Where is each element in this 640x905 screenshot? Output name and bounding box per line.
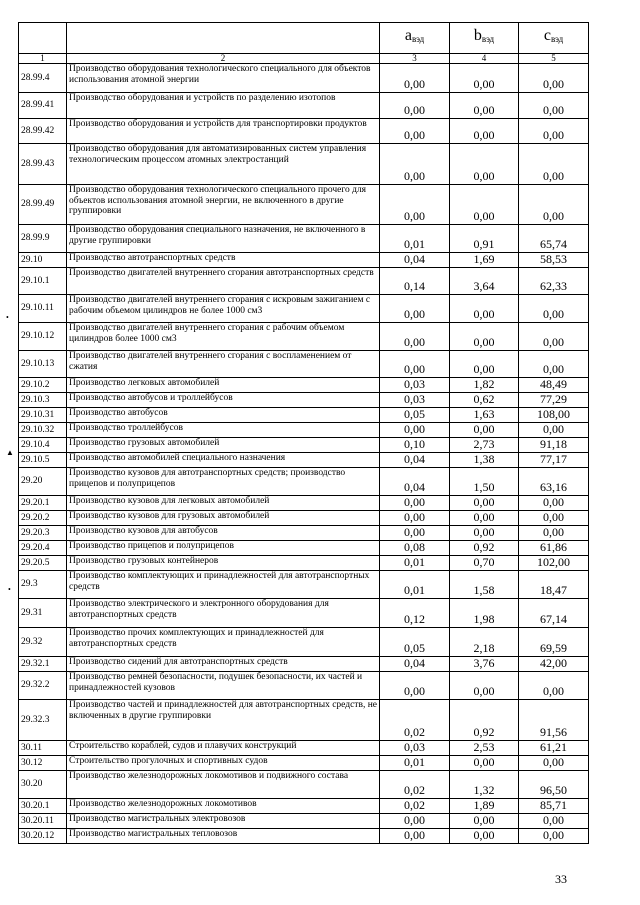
row-a-value: 0,03 [380, 378, 450, 393]
row-a-value: 0,00 [380, 672, 450, 700]
table-row [19, 144, 589, 185]
row-name-cell: Производство комплектующих и принадлежностей для автотранспортных средств [67, 571, 380, 599]
row-a-value: 0,00 [380, 829, 450, 844]
row-c-value: 0,00 [519, 423, 589, 438]
row-code-cell: 28.99.49 [19, 185, 67, 225]
table-row [19, 496, 589, 511]
table-row [19, 599, 589, 628]
row-b-value: 1,82 [450, 378, 519, 393]
row-a-value: 0,00 [380, 93, 450, 119]
row-a-value: 0,00 [380, 144, 450, 185]
row-b-value: 0,00 [450, 93, 519, 119]
row-b-value: 3,76 [450, 657, 519, 672]
row-c-value: 42,00 [519, 657, 589, 672]
row-code-cell: 28.99.42 [19, 119, 67, 144]
row-c-value: 0,00 [519, 526, 589, 541]
row-c-value: 0,00 [519, 93, 589, 119]
row-a-value: 0,05 [380, 408, 450, 423]
row-c-value: 0,00 [519, 829, 589, 844]
row-code-cell: 29.10.31 [19, 408, 67, 423]
row-code-cell: 29.10 [19, 253, 67, 268]
row-c-value: 18,47 [519, 571, 589, 599]
row-name-cell: Производство оборудования технологического специального для объектов использования атомной энергии [67, 64, 380, 93]
margin-mark: • [6, 313, 9, 322]
row-code-cell: 29.10.5 [19, 453, 67, 468]
row-code-cell: 30.11 [19, 741, 67, 756]
table-row [19, 799, 589, 814]
table-row [19, 225, 589, 253]
margin-mark: • [8, 585, 11, 594]
row-c-value: 63,16 [519, 468, 589, 496]
row-name-cell: Строительство прогулочных и спортивных судов [67, 756, 380, 771]
row-name-cell: Производство грузовых автомобилей [67, 438, 380, 453]
table-row [19, 556, 589, 571]
table-row [19, 351, 589, 378]
row-c-value: 0,00 [519, 144, 589, 185]
row-name-cell: Производство грузовых контейнеров [67, 556, 380, 571]
row-name-cell: Производство оборудования технологического специального прочего для объектов использования атомной энергии, не включенного в другие группировки [67, 185, 380, 225]
row-a-value: 0,00 [380, 496, 450, 511]
row-a-value: 0,02 [380, 771, 450, 799]
row-code-cell: 30.20 [19, 771, 67, 799]
header-c-cell: $c_{вэд}$ [519, 23, 589, 54]
row-b-value: 1,58 [450, 571, 519, 599]
row-code-cell: 29.10.3 [19, 393, 67, 408]
row-name-cell: Производство двигателей внутреннего сгорания с рабочим объемом цилиндров более 1000 см3 [67, 323, 380, 351]
table-row [19, 814, 589, 829]
row-name-cell: Производство сидений для автотранспортных средств [67, 657, 380, 672]
row-b-value: 0,00 [450, 511, 519, 526]
row-c-value: 0,00 [519, 119, 589, 144]
row-code-cell: 29.20.3 [19, 526, 67, 541]
table-row [19, 119, 589, 144]
row-b-value: 1,63 [450, 408, 519, 423]
row-code-cell: 29.20 [19, 468, 67, 496]
header-b-cell: $b_{вэд}$ [450, 23, 519, 54]
row-b-value: 2,18 [450, 628, 519, 657]
row-code-cell: 30.12 [19, 756, 67, 771]
row-b-value: 0,00 [450, 423, 519, 438]
row-b-value: 0,91 [450, 225, 519, 253]
row-a-value: 0,04 [380, 468, 450, 496]
row-code-cell: 29.10.4 [19, 438, 67, 453]
table-row [19, 438, 589, 453]
row-b-value: 0,00 [450, 814, 519, 829]
row-b-value: 0,00 [450, 672, 519, 700]
row-c-value: 0,00 [519, 756, 589, 771]
row-c-value: 102,00 [519, 556, 589, 571]
row-a-value: 0,02 [380, 700, 450, 741]
row-c-value: 65,74 [519, 225, 589, 253]
row-a-value: 0,01 [380, 225, 450, 253]
table-row [19, 323, 589, 351]
table-row [19, 378, 589, 393]
row-c-value: 62,33 [519, 268, 589, 295]
row-code-cell: 28.99.9 [19, 225, 67, 253]
row-a-value: 0,00 [380, 351, 450, 378]
row-a-value: 0,03 [380, 393, 450, 408]
row-c-value: 0,00 [519, 496, 589, 511]
row-c-value: 96,50 [519, 771, 589, 799]
row-code-cell: 29.10.12 [19, 323, 67, 351]
margin-mark: ▲ [6, 448, 14, 457]
row-b-value: 0,00 [450, 185, 519, 225]
table-row [19, 253, 589, 268]
row-a-value: 0,00 [380, 511, 450, 526]
coefficients-table [18, 22, 589, 844]
row-c-value: 48,49 [519, 378, 589, 393]
row-b-value: 0,00 [450, 323, 519, 351]
row-name-cell: Строительство кораблей, судов и плавучих конструкций [67, 741, 380, 756]
row-b-value: 1,98 [450, 599, 519, 628]
row-b-value: 0,92 [450, 541, 519, 556]
table-row [19, 93, 589, 119]
table-row [19, 526, 589, 541]
table-header-row [19, 23, 589, 54]
row-a-value: 0,12 [380, 599, 450, 628]
row-a-value: 0,04 [380, 657, 450, 672]
row-name-cell: Производство оборудования и устройств по разделению изотопов [67, 93, 380, 119]
row-b-value: 0,70 [450, 556, 519, 571]
row-b-value: 0,00 [450, 756, 519, 771]
row-name-cell: Производство автотранспортных средств [67, 253, 380, 268]
row-c-value: 0,00 [519, 672, 589, 700]
row-b-value: 1,69 [450, 253, 519, 268]
table-row [19, 771, 589, 799]
row-name-cell: Производство прочих комплектующих и принадлежностей для автотранспортных средств [67, 628, 380, 657]
row-a-value: 0,00 [380, 119, 450, 144]
row-a-value: 0,00 [380, 185, 450, 225]
row-b-value: 2,73 [450, 438, 519, 453]
row-code-cell: 29.10.1 [19, 268, 67, 295]
row-name-cell: Производство железнодорожных локомотивов и подвижного состава [67, 771, 380, 799]
row-a-value: 0,04 [380, 253, 450, 268]
row-code-cell: 30.20.11 [19, 814, 67, 829]
row-code-cell: 29.10.11 [19, 295, 67, 323]
row-c-value: 91,56 [519, 700, 589, 741]
row-c-value: 77,17 [519, 453, 589, 468]
row-code-cell: 29.20.2 [19, 511, 67, 526]
row-c-value: 91,18 [519, 438, 589, 453]
row-c-value: 0,00 [519, 323, 589, 351]
row-c-value: 58,53 [519, 253, 589, 268]
row-b-value: 0,00 [450, 496, 519, 511]
row-b-value: 0,92 [450, 700, 519, 741]
row-code-cell: 29.32.1 [19, 657, 67, 672]
row-code-cell: 29.20.5 [19, 556, 67, 571]
row-b-value: 1,89 [450, 799, 519, 814]
row-a-value: 0,01 [380, 571, 450, 599]
row-name-cell: Производство троллейбусов [67, 423, 380, 438]
table-row [19, 453, 589, 468]
row-c-value: 0,00 [519, 295, 589, 323]
row-name-cell: Производство двигателей внутреннего сгорания с искровым зажиганием с рабочим объемом цилиндров не более 1000 см3 [67, 295, 380, 323]
row-b-value: 0,00 [450, 295, 519, 323]
column-number: 5 [519, 54, 589, 64]
row-b-value: 2,53 [450, 741, 519, 756]
table-row [19, 511, 589, 526]
row-c-value: 61,86 [519, 541, 589, 556]
row-c-value: 0,00 [519, 64, 589, 93]
table-row [19, 185, 589, 225]
row-a-value: 0,00 [380, 323, 450, 351]
row-code-cell: 29.32.2 [19, 672, 67, 700]
row-name-cell: Производство магистральных тепловозов [67, 829, 380, 844]
row-c-value: 108,00 [519, 408, 589, 423]
row-b-value: 0,62 [450, 393, 519, 408]
row-c-value: 77,29 [519, 393, 589, 408]
row-b-value: 0,00 [450, 829, 519, 844]
row-code-cell: 29.32 [19, 628, 67, 657]
row-c-value: 85,71 [519, 799, 589, 814]
table-row [19, 64, 589, 93]
row-b-value: 3,64 [450, 268, 519, 295]
row-name-cell: Производство легковых автомобилей [67, 378, 380, 393]
row-a-value: 0,00 [380, 295, 450, 323]
row-name-cell: Производство двигателей внутреннего сгорания автотранспортных средств [67, 268, 380, 295]
row-b-value: 0,00 [450, 64, 519, 93]
row-b-value: 1,38 [450, 453, 519, 468]
row-code-cell: 30.20.1 [19, 799, 67, 814]
column-number: 1 [19, 54, 67, 64]
row-name-cell: Производство кузовов для грузовых автомобилей [67, 511, 380, 526]
row-name-cell: Производство кузовов для автотранспортных средств; производство прицепов и полуприцепов [67, 468, 380, 496]
row-a-value: 0,05 [380, 628, 450, 657]
table-row [19, 268, 589, 295]
table-row [19, 423, 589, 438]
row-b-value: 0,00 [450, 119, 519, 144]
table-row [19, 628, 589, 657]
row-name-cell: Производство автобусов [67, 408, 380, 423]
row-c-value: 69,59 [519, 628, 589, 657]
column-number-row [19, 54, 589, 64]
table-row [19, 700, 589, 741]
row-a-value: 0,08 [380, 541, 450, 556]
row-code-cell: 29.20.4 [19, 541, 67, 556]
row-a-value: 0,00 [380, 526, 450, 541]
header-code-cell [19, 23, 67, 54]
row-b-value: 0,00 [450, 526, 519, 541]
row-name-cell: Производство электрического и электронного оборудования для автотранспортных средств [67, 599, 380, 628]
row-name-cell: Производство ремней безопасности, подушек безопасности, их частей и принадлежностей кузовов [67, 672, 380, 700]
row-a-value: 0,00 [380, 423, 450, 438]
table-row [19, 468, 589, 496]
column-number: 3 [380, 54, 450, 64]
row-name-cell: Производство железнодорожных локомотивов [67, 799, 380, 814]
table-row [19, 295, 589, 323]
table-row [19, 657, 589, 672]
row-name-cell: Производство кузовов для автобусов [67, 526, 380, 541]
row-code-cell: 30.20.12 [19, 829, 67, 844]
row-a-value: 0,01 [380, 756, 450, 771]
row-code-cell: 29.32.3 [19, 700, 67, 741]
column-number: 2 [67, 54, 380, 64]
row-name-cell: Производство автомобилей специального назначения [67, 453, 380, 468]
row-c-value: 0,00 [519, 351, 589, 378]
row-code-cell: 29.10.32 [19, 423, 67, 438]
table-row [19, 756, 589, 771]
row-a-value: 0,10 [380, 438, 450, 453]
row-c-value: 0,00 [519, 511, 589, 526]
table-row [19, 393, 589, 408]
row-name-cell: Производство частей и принадлежностей для автотранспортных средств, не включенных в другие группировки [67, 700, 380, 741]
row-name-cell: Производство кузовов для легковых автомобилей [67, 496, 380, 511]
row-code-cell: 29.31 [19, 599, 67, 628]
row-a-value: 0,14 [380, 268, 450, 295]
header-name-cell [67, 23, 380, 54]
row-name-cell: Производство магистральных электровозов [67, 814, 380, 829]
row-name-cell: Производство оборудования специального назначения, не включенного в другие группировки [67, 225, 380, 253]
row-b-value: 0,00 [450, 351, 519, 378]
row-c-value: 61,21 [519, 741, 589, 756]
column-number: 4 [450, 54, 519, 64]
row-a-value: 0,00 [380, 814, 450, 829]
table-body [19, 64, 589, 844]
row-code-cell: 29.3 [19, 571, 67, 599]
row-a-value: 0,03 [380, 741, 450, 756]
row-b-value: 0,00 [450, 144, 519, 185]
row-code-cell: 29.20.1 [19, 496, 67, 511]
row-name-cell: Производство двигателей внутреннего сгорания с воспламенением от сжатия [67, 351, 380, 378]
row-name-cell: Производство оборудования для автоматизированных систем управления технологическим процессом атомных электростанций [67, 144, 380, 185]
table-row [19, 741, 589, 756]
row-c-value: 0,00 [519, 814, 589, 829]
row-b-value: 1,50 [450, 468, 519, 496]
row-c-value: 67,14 [519, 599, 589, 628]
row-c-value: 0,00 [519, 185, 589, 225]
row-a-value: 0,02 [380, 799, 450, 814]
table-row [19, 541, 589, 556]
row-name-cell: Производство автобусов и троллейбусов [67, 393, 380, 408]
row-a-value: 0,01 [380, 556, 450, 571]
row-a-value: 0,00 [380, 64, 450, 93]
table-row [19, 829, 589, 844]
row-name-cell: Производство прицепов и полуприцепов [67, 541, 380, 556]
table-row [19, 408, 589, 423]
row-code-cell: 29.10.13 [19, 351, 67, 378]
row-b-value: 1,32 [450, 771, 519, 799]
row-code-cell: 28.99.4 [19, 64, 67, 93]
row-code-cell: 29.10.2 [19, 378, 67, 393]
page-number: 33 [555, 872, 567, 886]
data-table-container [18, 22, 588, 844]
row-code-cell: 28.99.41 [19, 93, 67, 119]
table-row [19, 672, 589, 700]
header-a-cell: $a_{вэд}$ [380, 23, 450, 54]
table-row [19, 571, 589, 599]
row-name-cell: Производство оборудования и устройств для транспортировки продуктов [67, 119, 380, 144]
row-code-cell: 28.99.43 [19, 144, 67, 185]
row-a-value: 0,04 [380, 453, 450, 468]
